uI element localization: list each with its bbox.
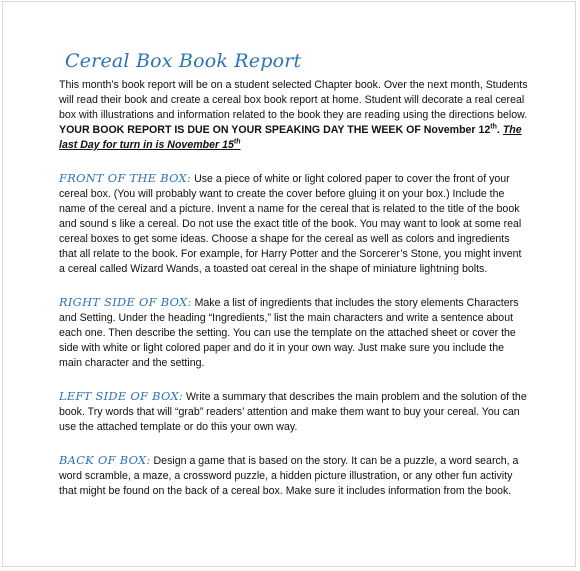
section-back xyxy=(59,453,529,499)
section-text-left: Write a summary that describes the main problem and the solution of the book. Try words that will “grab” readers’ attention and make them want to buy your cereal. You can use the attached template or do this your own way. xyxy=(59,391,527,433)
due-date-notice: YOUR BOOK REPORT IS DUE ON YOUR SPEAKING DAY THE WEEK OF November 12th. xyxy=(59,123,500,136)
section-text-right: Make a list of ingredients that includes the story elements Characters and Setting. Under the heading “Ingredients,” list the main characters and write a sentence about each one. Then describe the setting. You can use the template on the attached sheet or cover the side with white or light colored paper and do it in your own way. Just make sure you include the main character and the setting. xyxy=(59,297,519,369)
document-page xyxy=(2,1,576,567)
section-right xyxy=(59,295,529,371)
section-left xyxy=(59,389,529,435)
section-heading-front: FRONT OF THE BOX: xyxy=(59,171,192,185)
section-text-front: Use a piece of white or light colored paper to cover the front of your cereal box. (You will probably want to create the cover before gluing it on your box.) Include the name of the cereal and a picture. Invent a name for the cereal that is related to the title of the book and sound s like a cereal. Do not use the exact title of the book. You may want to look at some real cereal boxes to get some ideas. Choose a shape for the cereal as well as colors and ingredients that all relate to the book. For example, for Harry Potter and the Sorcerer’s Stone, you might invent a cereal called Wizard Wands, a toasted oat cereal in the shape of miniature lightning bolts. xyxy=(59,173,522,275)
due-date-text: YOUR BOOK REPORT IS DUE ON YOUR SPEAKING DAY THE WEEK OF November 12 xyxy=(59,124,491,136)
last-day-text: The last Day for turn in is November 15 xyxy=(59,124,522,151)
document-title: Cereal Box Book Report xyxy=(65,50,302,72)
section-heading-back: BACK OF BOX: xyxy=(59,453,151,467)
section-heading-left: LEFT SIDE OF BOX: xyxy=(59,389,184,403)
section-front xyxy=(59,171,529,277)
intro-paragraph xyxy=(59,78,529,153)
document-content xyxy=(59,50,529,517)
section-text-back: Design a game that is based on the story. It can be a puzzle, a word search, a word scramble, a maze, a crossword puzzle, a hidden picture illustration, or any other fun activity that might be found on the back of a cereal box. Make sure it includes information from the book. xyxy=(59,455,519,497)
due-date-suffix: th xyxy=(490,123,497,131)
last-day-suffix: th xyxy=(233,138,241,146)
section-heading-right: RIGHT SIDE OF BOX: xyxy=(59,295,192,309)
intro-text: This month’s book report will be on a student selected Chapter book. Over the next month, Students will read their book and create a cereal box book report at home. Student will decorate a real cereal box with illustrations and information related to the book they are reading using the directions below. xyxy=(59,79,528,121)
